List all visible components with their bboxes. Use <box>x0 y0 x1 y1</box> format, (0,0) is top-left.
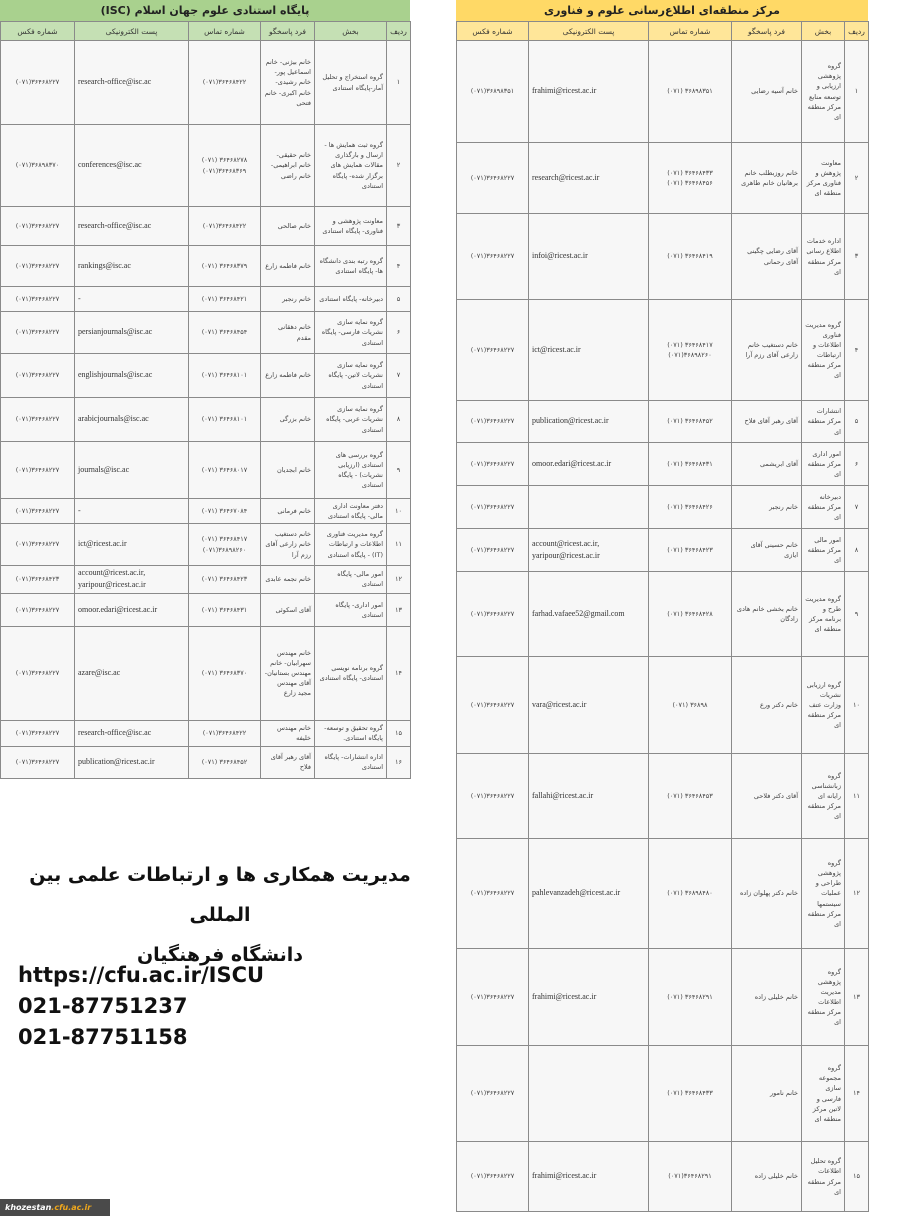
row-fax: (۰۷۱)۳۶۴۶۸۲۲۷ <box>457 401 529 443</box>
row-department: گروه پژوهشی طراحی و عملیات سیستمها مرکز منطقه ای <box>802 839 845 949</box>
row-phone: (۰۷۱) ۳۶۴۶۸۴۱۷ (۰۷۱)۳۶۸۹۸۲۶۰ <box>189 524 261 566</box>
row-number: ۱۵ <box>845 1142 869 1212</box>
row-number: ۸ <box>845 529 869 572</box>
row-phone: (۰۷۱) ۳۶۴۶۸۲۷۸ (۰۷۱)۳۶۴۶۸۳۶۹ <box>189 125 261 207</box>
row-fax: (۰۷۱)۳۶۴۶۸۲۲۷ <box>1 41 75 125</box>
row-phone: (۰۷۱) ۳۶۴۶۸۴۵۳ <box>649 754 732 839</box>
row-email[interactable]: ict@ricest.ac.ir <box>75 524 189 566</box>
row-email: - <box>75 499 189 524</box>
row-email[interactable]: fallahi@ricest.ac.ir <box>529 754 649 839</box>
row-department: گروه استخراج و تحلیل آمار-پایگاه استنادی <box>315 41 387 125</box>
row-fax: (۰۷۱)۳۶۸۹۸۳۵۱ <box>457 41 529 143</box>
row-number: ۵ <box>387 287 411 312</box>
row-contact-person: خانم دستغیب خانم زارعی آقای رزم آرا <box>732 300 802 401</box>
row-department: گروه مدیریت فناوری اطلاعات و ارتباطات (IT) - پایگاه استنادی <box>315 524 387 566</box>
table-row <box>1 566 411 594</box>
row-number: ۱۰ <box>387 499 411 524</box>
row-number: ۷ <box>387 354 411 398</box>
row-fax: (۰۷۱)۳۶۴۶۸۲۲۷ <box>457 839 529 949</box>
row-fax: (۰۷۱)۳۶۴۶۸۲۲۷ <box>457 486 529 529</box>
table-row <box>1 524 411 566</box>
row-department: گروه بررسی های استنادی (ارزیابی نشریات) - پایگاه استنادی <box>315 442 387 499</box>
row-number: ۱ <box>387 41 411 125</box>
row-department: گروه تحقیق و توسعه- پایگاه استنادی. <box>315 720 387 746</box>
row-department: امور مالی- پایگاه استنادی <box>315 566 387 594</box>
row-contact-person: خانم بخشی خانم هادی زادگان <box>732 572 802 657</box>
row-department: گروه مجموعه سازی فارسی و لاتین مرکز منطقه ای <box>802 1046 845 1142</box>
table-row <box>1 626 411 720</box>
row-number: ۱۵ <box>387 720 411 746</box>
row-fax: (۰۷۱)۳۶۴۶۸۲۲۷ <box>1 287 75 312</box>
table-row <box>457 754 869 839</box>
ricest-table-body <box>457 41 869 1212</box>
row-department: گروه نمایه سازی نشریات فارسی- پایگاه استنادی <box>315 312 387 354</box>
row-contact-person: خانم دهقانی مقدم <box>261 312 315 354</box>
row-email[interactable]: ict@ricest.ac.ir <box>529 300 649 401</box>
row-number: ۱۶ <box>387 746 411 778</box>
row-contact-person: خانم صالحی <box>261 207 315 246</box>
row-email <box>529 486 649 529</box>
row-contact-person: خانم دستغیب خانم زارعی آقای رزم آرا <box>261 524 315 566</box>
row-fax: (۰۷۱)۳۶۴۶۸۲۲۷ <box>457 143 529 214</box>
col-header-person: فرد پاسخگو <box>732 22 802 41</box>
row-email[interactable]: farhad.vafaee52@gmail.com <box>529 572 649 657</box>
row-department: گروه مدیریت طرح و برنامه مرکز منطقه ای <box>802 572 845 657</box>
row-contact-person: خانم بزرگی <box>261 398 315 442</box>
row-email[interactable]: journals@isc.ac <box>75 442 189 499</box>
row-number: ۱ <box>845 41 869 143</box>
table-row <box>457 572 869 657</box>
row-fax: (۰۷۱)۳۶۴۶۸۲۲۷ <box>1 312 75 354</box>
row-fax: (۰۷۱)۳۶۴۶۸۲۲۷ <box>457 657 529 754</box>
row-contact-person: خانم فرمانی <box>261 499 315 524</box>
row-contact-person: خانم رنجبر <box>261 287 315 312</box>
row-fax: (۰۷۱)۳۶۴۶۸۲۲۷ <box>457 949 529 1046</box>
row-number: ۴ <box>387 246 411 287</box>
row-contact-person: خانم دکتر ورع <box>732 657 802 754</box>
row-fax: (۰۷۱)۳۶۴۶۸۲۲۷ <box>457 300 529 401</box>
row-fax: (۰۷۱)۳۶۴۶۸۲۲۷ <box>1 593 75 626</box>
row-number: ۱۳ <box>387 593 411 626</box>
row-email[interactable]: englishjournals@isc.ac <box>75 354 189 398</box>
col-header-phone: شماره تماس <box>649 22 732 41</box>
table-row <box>457 401 869 443</box>
table-row <box>1 720 411 746</box>
row-email[interactable]: arabicjournals@isc.ac <box>75 398 189 442</box>
site-watermark <box>0 1199 110 1216</box>
col-header-email: پست الکترونیکی <box>529 22 649 41</box>
row-department: گروه زبانشناسی رایانه ای مرکز منطقه ای <box>802 754 845 839</box>
row-phone: (۰۷۱) ۳۶۴۶۸۴۳۳ (۰۷۱) ۳۶۴۶۸۴۵۶ <box>649 143 732 214</box>
cfu-contacts <box>18 960 264 1053</box>
row-department: گروه نمایه سازی نشریات لاتین- پایگاه استنادی <box>315 354 387 398</box>
row-fax: (۰۷۱)۳۶۴۶۸۲۲۷ <box>457 529 529 572</box>
row-fax: (۰۷۱)۳۶۴۶۸۲۲۷ <box>457 443 529 486</box>
table-row <box>457 443 869 486</box>
row-email[interactable]: account@ricest.ac.ir, yaripour@ricest.ac.ir <box>75 566 189 594</box>
row-number: ۶ <box>387 312 411 354</box>
row-number: ۱۲ <box>387 566 411 594</box>
ricest-table-title: مرکز منطقه‌ای اطلاع‌رسانی علوم و فناوری <box>456 0 868 21</box>
col-header-fax: شماره فکس <box>457 22 529 41</box>
row-phone: (۰۷۱) ۳۶۴۶۷۰۸۴ <box>189 499 261 524</box>
row-contact-person: خانم نامور <box>732 1046 802 1142</box>
table-row <box>1 442 411 499</box>
row-email[interactable]: frahimi@ricest.ac.ir <box>529 1142 649 1212</box>
table-row <box>1 398 411 442</box>
row-email[interactable]: omoor.edari@ricest.ac.ir <box>75 593 189 626</box>
row-department: گروه ثبت همایش ها - ارسال و بارگذاری مقالات همایش های برگزار شده- پایگاه استنادی <box>315 125 387 207</box>
row-email[interactable]: persianjournals@isc.ac <box>75 312 189 354</box>
row-contact-person: خانم آسیه رضایی <box>732 41 802 143</box>
row-email[interactable]: infoi@ricest.ac.ir <box>529 214 649 300</box>
row-fax: (۰۷۱)۳۶۴۶۸۲۲۷ <box>1 442 75 499</box>
row-number: ۱۲ <box>845 839 869 949</box>
table-header-row <box>457 22 869 41</box>
row-email[interactable]: publication@ricest.ac.ir <box>75 746 189 778</box>
row-phone: (۰۷۱) ۳۶۴۶۸۴۱۹ <box>649 214 732 300</box>
row-phone: (۰۷۱) ۳۶۴۶۸۴۱۷ (۰۷۱)۳۶۸۹۸۲۶۰ <box>649 300 732 401</box>
row-contact-person: خانم خلیلی زاده <box>732 1142 802 1212</box>
ricest-contacts-panel <box>456 0 868 1212</box>
row-phone: (۰۷۱)۳۶۴۶۸۴۲۲ <box>189 720 261 746</box>
row-phone: (۰۷۱) ۳۶۸۹۸۳۵۱ <box>649 41 732 143</box>
row-contact-person: خانم فاطمه زارع <box>261 354 315 398</box>
row-phone: (۰۷۱) ۳۶۴۶۸۴۵۲ <box>189 746 261 778</box>
row-email[interactable]: research-office@isc.ac <box>75 720 189 746</box>
table-row <box>1 41 411 125</box>
col-header-dept: بخش <box>802 22 845 41</box>
row-contact-person: خانم مهندس سهرابیان- خانم مهندس بستانیان- آقای مهندس مجید زارع <box>261 626 315 720</box>
row-email[interactable]: azare@isc.ac <box>75 626 189 720</box>
row-phone: (۰۷۱) ۳۶۴۶۸۴۲۳ <box>189 566 261 594</box>
row-department: امور اداری مرکز منطقه ای <box>802 443 845 486</box>
table-row <box>1 354 411 398</box>
table-row <box>457 1142 869 1212</box>
row-number: ۳ <box>387 207 411 246</box>
row-number: ۷ <box>845 486 869 529</box>
row-email[interactable]: rankings@isc.ac <box>75 246 189 287</box>
cfu-phone-1: 021-87751237 <box>18 994 188 1018</box>
row-department: معاونت پژوهشی و فناوری- پایگاه استنادی <box>315 207 387 246</box>
row-contact-person: خانم خلیلی زاده <box>732 949 802 1046</box>
table-row <box>1 499 411 524</box>
row-number: ۱۰ <box>845 657 869 754</box>
row-department: امور مالی مرکز منطقه ای <box>802 529 845 572</box>
cfu-phone-2: 021-87751158 <box>18 1025 188 1049</box>
row-contact-person: خانم حقیقی- خانم ابراهیمی- خانم راضی <box>261 125 315 207</box>
isc-table-title: پایگاه استنادی علوم جهان اسلام (ISC) <box>0 0 410 21</box>
table-row <box>457 529 869 572</box>
site-watermark-suffix: .cfu.ac.ir <box>51 1203 92 1212</box>
table-row <box>1 207 411 246</box>
row-fax: (۰۷۱)۳۶۴۶۸۲۲۷ <box>457 1046 529 1142</box>
row-phone: (۰۷۱) ۳۶۴۶۸۴۵۲ <box>649 401 732 443</box>
row-number: ۹ <box>845 572 869 657</box>
row-phone: (۰۷۱) ۳۶۴۶۸۴۲۱ <box>189 287 261 312</box>
row-number: ۲ <box>387 125 411 207</box>
row-department: معاونت پژوهش و فناوری مرکز منطقه ای <box>802 143 845 214</box>
row-email[interactable]: vara@ricest.ac.ir <box>529 657 649 754</box>
row-phone: (۰۷۱) ۳۶۴۶۸۴۳۱ <box>649 443 732 486</box>
row-fax: (۰۷۱)۳۶۴۶۸۲۲۷ <box>1 499 75 524</box>
row-contact-person: آقای اسکوئی <box>261 593 315 626</box>
row-contact-person: خانم بیژنی- خانم اسماعیل پور-خانم رشیدی-خانم اکبری- خانم فتحی <box>261 41 315 125</box>
ricest-contacts-table <box>456 21 869 1212</box>
col-header-dept: بخش <box>315 22 387 41</box>
row-email[interactable]: research@ricest.ac.ir <box>529 143 649 214</box>
row-fax: (۰۷۱)۳۶۴۶۸۲۲۷ <box>1 746 75 778</box>
row-fax: (۰۷۱)۳۶۴۶۸۲۲۷ <box>457 572 529 657</box>
row-department: گروه رتبه بندی دانشگاه ها- پایگاه استنادی <box>315 246 387 287</box>
row-contact-person: خانم رنجبر <box>732 486 802 529</box>
table-row <box>1 746 411 778</box>
row-email[interactable]: pahlevanzadeh@ricest.ac.ir <box>529 839 649 949</box>
row-contact-person: آقای رهبر آقای فلاح <box>732 401 802 443</box>
table-row <box>457 839 869 949</box>
row-phone: (۰۷۱) ۳۶۴۶۸۴۲۶ <box>649 486 732 529</box>
row-department: دبیرخانه- پایگاه استنادی <box>315 287 387 312</box>
row-department: دبیرخانه مرکز منطقه ای <box>802 486 845 529</box>
row-fax: (۰۷۱)۳۶۴۶۸۲۲۷ <box>1 246 75 287</box>
table-row <box>457 300 869 401</box>
cfu-title-line2: دانشگاه فرهنگیان <box>136 944 304 966</box>
row-email[interactable]: frahimi@ricest.ac.ir <box>529 41 649 143</box>
row-phone: (۰۷۱) ۳۶۴۶۸۴۲۸ <box>649 572 732 657</box>
row-email[interactable]: research-office@isc.ac <box>75 207 189 246</box>
row-email[interactable]: research-office@isc.ac <box>75 41 189 125</box>
row-department: گروه برنامه نویسی استنادی- پایگاه استنادی <box>315 626 387 720</box>
site-watermark-prefix: khozestan <box>5 1203 52 1212</box>
row-contact-person: خانم حسینی آقای ایازی <box>732 529 802 572</box>
table-row <box>1 125 411 207</box>
row-department: گروه تحلیل اطلاعات مرکز منطقه ای <box>802 1142 845 1212</box>
row-contact-person: آقای دکتر فلاحی <box>732 754 802 839</box>
row-fax: (۰۷۱)۳۶۴۶۸۲۲۷ <box>457 214 529 300</box>
col-header-num: ردیف <box>845 22 869 41</box>
row-phone: (۰۷۱) ۳۶۴۶۸۴۳۱ <box>189 593 261 626</box>
row-email[interactable]: conferences@isc.ac <box>75 125 189 207</box>
row-phone: (۰۷۱) ۳۶۴۶۸۴۲۳ <box>649 529 732 572</box>
table-row <box>457 214 869 300</box>
row-phone: (۰۷۱) ۳۶۸۹۸۴۸۰ <box>649 839 732 949</box>
row-phone: (۰۷۱)۳۶۴۶۸۴۲۲ <box>189 207 261 246</box>
row-contact-person: خانم فاطمه زارع <box>261 246 315 287</box>
row-phone: (۰۷۱) ۳۶۴۶۸۴۳۳ <box>649 1046 732 1142</box>
row-department: گروه پژوهشی مدیریت اطلاعات مرکز منطقه ای <box>802 949 845 1046</box>
row-fax: (۰۷۱)۳۶۴۶۸۲۲۷ <box>1 524 75 566</box>
row-phone: (۰۷۱) ۳۶۴۶۸۰۱۷ <box>189 442 261 499</box>
row-department: امور اداری- پایگاه استنادی <box>315 593 387 626</box>
table-row <box>457 1046 869 1142</box>
row-fax: (۰۷۱)۳۶۸۹۸۳۷۰ <box>1 125 75 207</box>
row-phone: (۰۷۱) ۳۶۴۶۸۴۵۴ <box>189 312 261 354</box>
row-email[interactable]: account@ricest.ac.ir, yaripour@ricest.ac.ir <box>529 529 649 572</box>
row-department: دفتر معاونت اداری مالی- پایگاه استنادی <box>315 499 387 524</box>
row-fax: (۰۷۱)۳۶۴۶۸۲۲۷ <box>1 720 75 746</box>
isc-table-body <box>1 41 411 779</box>
row-fax: (۰۷۱)۳۶۴۶۸۲۲۷ <box>1 354 75 398</box>
table-row <box>1 312 411 354</box>
table-row <box>457 657 869 754</box>
row-fax: (۰۷۱)۳۶۴۶۸۲۲۷ <box>1 398 75 442</box>
table-header-row <box>1 22 411 41</box>
row-email[interactable]: omoor.edari@ricest.ac.ir <box>529 443 649 486</box>
row-fax: (۰۷۱)۳۶۴۶۸۲۲۷ <box>457 1142 529 1212</box>
cfu-title-line1: مدیریت همکاری ها و ارتباطات علمی بین المللی <box>29 864 411 926</box>
row-email[interactable]: frahimi@ricest.ac.ir <box>529 949 649 1046</box>
table-row <box>457 143 869 214</box>
row-phone: (۰۷۱) ۳۶۴۶۸۲۹۱ <box>649 949 732 1046</box>
row-department: گروه مدیریت فناوری اطلاعات و ارتباطات مرکز منطقه ای <box>802 300 845 401</box>
row-fax: (۰۷۱)۳۶۴۶۸۲۲۷ <box>1 626 75 720</box>
row-contact-person: خانم نجمه عابدی <box>261 566 315 594</box>
row-fax: (۰۷۱)۳۶۴۶۸۴۲۳ <box>1 566 75 594</box>
row-email[interactable]: publication@ricest.ac.ir <box>529 401 649 443</box>
col-header-num: ردیف <box>387 22 411 41</box>
row-department: اداره انتشارات- پایگاه استنادی <box>315 746 387 778</box>
row-contact-person: خانم مهندس خلیفه <box>261 720 315 746</box>
row-number: ۸ <box>387 398 411 442</box>
row-phone: (۰۷۱) ۳۶۴۶۸۳۷۹ <box>189 246 261 287</box>
row-contact-person: آقای ابریشمی <box>732 443 802 486</box>
row-phone: (۰۷۱)۳۶۴۶۸۲۹۱ <box>649 1142 732 1212</box>
row-number: ۱۴ <box>387 626 411 720</box>
table-row <box>457 949 869 1046</box>
row-phone: (۰۷۱) ۳۶۸۹۸ <box>649 657 732 754</box>
isc-contacts-table <box>0 21 411 779</box>
cfu-url-link[interactable]: https://cfu.ac.ir/ISCU <box>18 963 265 987</box>
row-department: انتشارات مرکز منطقه ای <box>802 401 845 443</box>
row-phone: (۰۷۱) ۳۶۴۶۸۱۰۱ <box>189 354 261 398</box>
row-department: گروه ارزیابی نشریات وزارت عتف مرکز منطقه ای <box>802 657 845 754</box>
col-header-fax: شماره فکس <box>1 22 75 41</box>
row-contact-person: آقای رهبر آقای فلاح <box>261 746 315 778</box>
row-number: ۹ <box>387 442 411 499</box>
table-row <box>1 287 411 312</box>
row-number: ۱۴ <box>845 1046 869 1142</box>
row-fax: (۰۷۱)۳۶۴۶۸۲۲۷ <box>1 207 75 246</box>
row-department: گروه پژوهشی ارزیابی و توسعه منابع مرکز منطقه ای <box>802 41 845 143</box>
row-number: ۶ <box>845 443 869 486</box>
row-number: ۳ <box>845 214 869 300</box>
table-row <box>457 41 869 143</box>
row-department: اداره خدمات اطلاع رسانی مرکز منطقه ای <box>802 214 845 300</box>
col-header-phone: شماره تماس <box>189 22 261 41</box>
table-row <box>457 486 869 529</box>
row-email <box>529 1046 649 1142</box>
row-number: ۲ <box>845 143 869 214</box>
row-phone: (۰۷۱) ۳۶۴۶۸۱۰۱ <box>189 398 261 442</box>
table-row <box>1 246 411 287</box>
row-number: ۴ <box>845 300 869 401</box>
row-number: ۱۳ <box>845 949 869 1046</box>
row-number: ۱۱ <box>845 754 869 839</box>
row-contact-person: آقای رضایی چگینی آقای رحمانی <box>732 214 802 300</box>
row-contact-person: خانم دکتر پهلوان زاده <box>732 839 802 949</box>
row-department: گروه نمایه سازی نشریات عربی- پایگاه استنادی <box>315 398 387 442</box>
table-row <box>1 593 411 626</box>
col-header-person: فرد پاسخگو <box>261 22 315 41</box>
row-phone: (۰۷۱)۳۶۴۶۸۴۲۲ <box>189 41 261 125</box>
col-header-email: پست الکترونیکی <box>75 22 189 41</box>
cfu-heading <box>0 855 440 975</box>
row-number: ۵ <box>845 401 869 443</box>
isc-contacts-panel <box>0 0 410 779</box>
row-fax: (۰۷۱)۳۶۴۶۸۲۲۷ <box>457 754 529 839</box>
row-contact-person: خانم ابجدیان <box>261 442 315 499</box>
row-number: ۱۱ <box>387 524 411 566</box>
row-phone: (۰۷۱) ۳۶۴۶۸۳۷۰ <box>189 626 261 720</box>
row-contact-person: خانم روزبطلب خانم برهانیان خانم طاهری <box>732 143 802 214</box>
row-email: - <box>75 287 189 312</box>
